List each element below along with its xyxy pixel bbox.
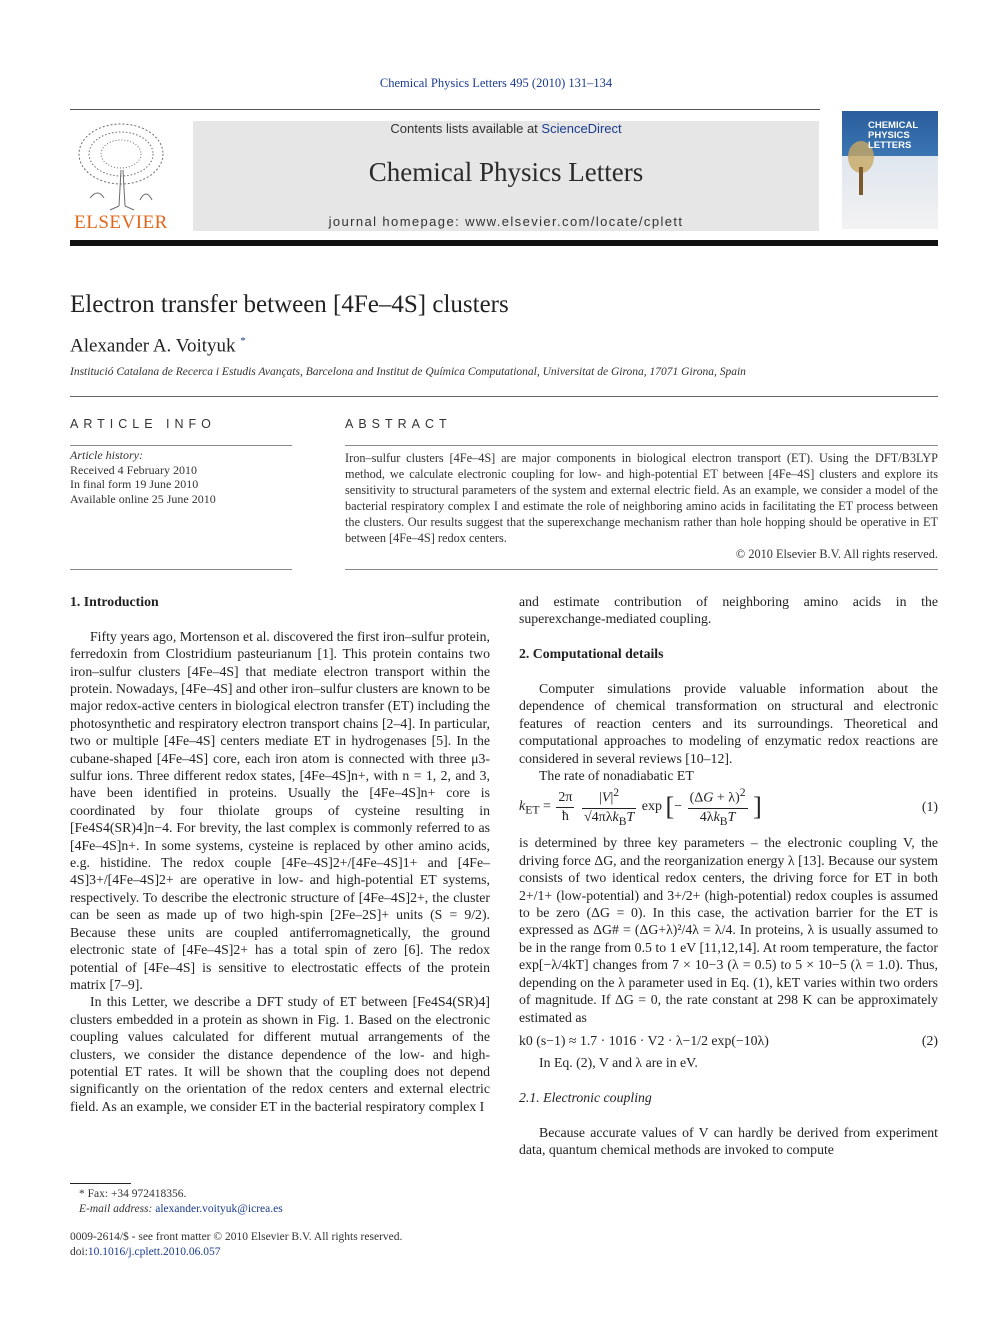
contents-line	[193, 121, 819, 136]
article-title: Electron transfer between [4Fe–4S] clusters	[70, 291, 509, 318]
section-heading-computational: 2. Computational details	[519, 646, 664, 662]
journal-citation[interactable]: Chemical Physics Letters 495 (2010) 131–134	[379, 76, 613, 90]
masthead-rule	[70, 240, 938, 246]
spacer	[519, 663, 938, 680]
online-date: Available online 25 June 2010	[70, 491, 216, 506]
equation-1-body: $k_{ET}$ = $\frac{2\pi}{ħ}$ $\frac{|V|^2}{√4\pi\lambda k_BT}$ exp [− $\frac{(\Delta G + \lambda)^2}{4\lambda k_BT}$ ]	[519, 786, 762, 828]
right-column	[519, 593, 938, 1158]
equation-2-number[interactable]: (2)	[921, 1032, 938, 1048]
front-matter	[70, 1230, 402, 1260]
elsevier-wordmark: ELSEVIER	[74, 212, 168, 233]
issn-line: 0009-2614/$ - see front matter © 2010 Elsevier B.V. All rights reserved.	[70, 1231, 403, 1243]
comp-paragraph-4: In Eq. (2), V and λ are in eV.	[539, 1054, 698, 1070]
comp-paragraph-3: is determined by three key parameters – the electronic coupling V, the driving force ΔG, and the reorganization energy λ [13]. Because our system consists of two identical redox centers, the driving force for ET in both 2+/1+ (low-potential) and 3+/2+ (high-potential) redox couples is assumed to be zero (ΔG = 0). In this case, the activation barrier for the ET is expressed as ΔG# = (ΔG+λ)²/4λ = λ/4. In proteins, λ is usually assumed to be in the range from 0.5 to 1 eV [11,12,14]. At room temperature, the factor exp[−λ/4kT] changes from 7 × 10−3 (λ = 0.5) to 5 × 10−5 (λ = 1.0). Thus, depending on the λ parameter used in Eq. (1), kET varies within two orders of magnitude. If ΔG = 0, the rate constant at 298 K can be approximately estimated as	[519, 835, 938, 1025]
section-heading-introduction: 1. Introduction	[70, 594, 159, 609]
elsevier-logo[interactable]	[70, 120, 172, 232]
abstract-copyright: © 2010 Elsevier B.V. All rights reserved.	[735, 547, 938, 561]
cover-title	[868, 121, 918, 151]
journal-name: Chemical Physics Letters	[368, 157, 644, 187]
equation-1-number[interactable]: (1)	[921, 799, 938, 815]
elsevier-tree-icon	[70, 120, 172, 212]
author-line	[70, 335, 246, 357]
journal-homepage[interactable]: journal homepage: www.elsevier.com/locate/cplett	[328, 214, 684, 229]
footnote-email-row	[70, 1202, 283, 1217]
equation-2	[519, 1032, 938, 1054]
doi-link[interactable]: 10.1016/j.cplett.2010.06.057	[87, 1246, 221, 1258]
equation-1	[519, 784, 938, 834]
doi-label: doi:	[70, 1246, 88, 1258]
affiliation: Institució Catalana de Recerca i Estudis Avançats, Barcelona and Institut de Química Computational, Universitat de Girona, 17071 Girona, Spain	[70, 366, 746, 378]
subsection-heading-electronic-coupling: 2.1. Electronic coupling	[519, 1089, 652, 1105]
info-rule-bottom	[70, 569, 292, 570]
author-name[interactable]: Alexander A. Voityuk	[70, 335, 236, 357]
history-label: Article history:	[70, 448, 143, 462]
abstract-text: Iron–sulfur clusters [4Fe–4S] are major components in biological electron transport (ET). Using the DFT/B3LYP method, we calculate electronic coupling for low- and high-potential ET between [4Fe–4S] clusters and explore its sensitivity to structural parameters of the system and external electric field. As an example, we consider a model of the bacterial respiratory complex I and estimate the role of neighboring amino acids in facilitating the ET process between the clusters. Our results suggest that the superexchange mechanism rather than hole hopping should be operative in ET between [4Fe–4S] redox centers.	[345, 451, 938, 545]
journal-masthead	[193, 121, 819, 231]
spacer	[519, 1071, 938, 1088]
comp-paragraph-1: Computer simulations provide valuable information about the dependence of chemical transformation on structural and electronic features of reaction centers and its surroundings. Theoretical and computational approaches to modeling of enzymatic redox reactions are considered in several reviews [10–12].	[519, 681, 938, 766]
received-date: Received 4 February 2010	[70, 462, 197, 477]
abstract-body	[345, 450, 938, 562]
comp-paragraph-2: The rate of nonadiabatic ET	[539, 768, 694, 784]
coupling-paragraph-1: Because accurate values of V can hardly be derived from experiment data, quantum chemical methods are invoked to compute	[519, 1124, 938, 1157]
doi-line	[70, 1245, 402, 1260]
contents-prefix: Contents lists available at	[390, 121, 538, 136]
cover-title-line: LETTERS	[868, 140, 912, 151]
info-rule	[70, 445, 292, 446]
abstract-heading: ABSTRACT	[345, 417, 452, 431]
abstract-rule-bottom	[345, 569, 938, 570]
author-email-link[interactable]: alexander.voityuk@icrea.es	[155, 1203, 283, 1215]
article-history	[70, 448, 292, 506]
title-rule	[70, 396, 938, 397]
footnote	[70, 1187, 283, 1217]
footnote-rule	[70, 1183, 131, 1184]
article-info-heading: ARTICLE INFO	[70, 417, 216, 431]
author-footnote-mark[interactable]: *	[240, 335, 246, 347]
spacer	[519, 628, 938, 645]
email-label: E-mail address:	[79, 1203, 153, 1215]
equation-2-body: k0 (s−1) ≈ 1.7 · 1016 · V2 · λ−1/2 exp(−10λ)	[519, 1032, 769, 1048]
sciencedirect-link[interactable]: ScienceDirect	[541, 121, 622, 136]
intro-paragraph-2: In this Letter, we describe a DFT study of ET between [Fe4S4(SR)4] clusters embedded in a protein as shown in Fig. 1. Based on the electronic coupling values calculated for different mutual arrangements of the clusters, we consider the distance dependence of the low- and high-potential ET rates. It will be shown that the coupling does not depend significantly on the orientation of the redox centers and external electric field. As an example, we consider ET in the bacterial respiratory complex I	[70, 994, 490, 1114]
cover-title-line: CHEMICAL	[868, 120, 919, 131]
intro-paragraph-continued: and estimate contribution of neighboring amino acids in the superexchange-mediated coupling.	[519, 594, 938, 627]
spacer	[519, 1106, 938, 1123]
cover-title-line: PHYSICS	[868, 130, 910, 141]
left-column	[70, 593, 490, 1115]
final-form-date: In final form 19 June 2010	[70, 477, 199, 491]
header-rule	[70, 109, 820, 110]
spacer	[70, 610, 490, 627]
journal-cover[interactable]	[842, 111, 938, 229]
abstract-rule	[345, 445, 938, 446]
footnote-fax: * Fax: +34 972418356.	[79, 1188, 187, 1200]
intro-paragraph-1: Fifty years ago, Mortenson et al. discovered the first iron–sulfur protein, ferredoxin from Clostridium pasteurianum [1]. This protein contains two iron–sulfur clusters [4Fe–4S] that mediate electron transport within the protein. Nowadays, [4Fe–4S] and other iron–sulfur clusters are known to be major redox-active centers in biological electron transfer (ET) including the photosynthetic and respiratory electron transport chains [2–4]. In particular, two or multiple [4Fe–4S] centers mediate ET in hydrogenases [5]. In the cubane-shaped [4Fe–4S] core, each iron atom is connected with three μ3-sulfur ions. Three different redox states, [4Fe–4S]n+, with n = 1, 2, and 3, have been identified in proteins. Usually the [4Fe–4S]n+ core is coordinated by four thiolate groups of cysteine resulting in [Fe4S4(SR)4]n−4. For brevity, the last complex is commonly referred to as [4Fe–4S]n+. In some systems, cysteine is replaced by other amino acids, e.g. histidine. The redox couple [4Fe–4S]2+/[4Fe–4S]1+ and [4Fe–4S]3+/[4Fe–4S]2+ are operative in low- and high-potential ET systems, respectively. To describe the electronic structure of [4Fe–4S]2+, the cluster can be seen as made up of two high-spin [2Fe–2S]+ units (S = 9/2). Because these units are coupled antiferromagnetically, the ground electronic state of [4Fe–4S]2+ has a total spin of zero [6]. The redox potential of [4Fe–4S] is sensitive to electrostatic effects of the protein matrix [7–9].	[70, 628, 490, 992]
